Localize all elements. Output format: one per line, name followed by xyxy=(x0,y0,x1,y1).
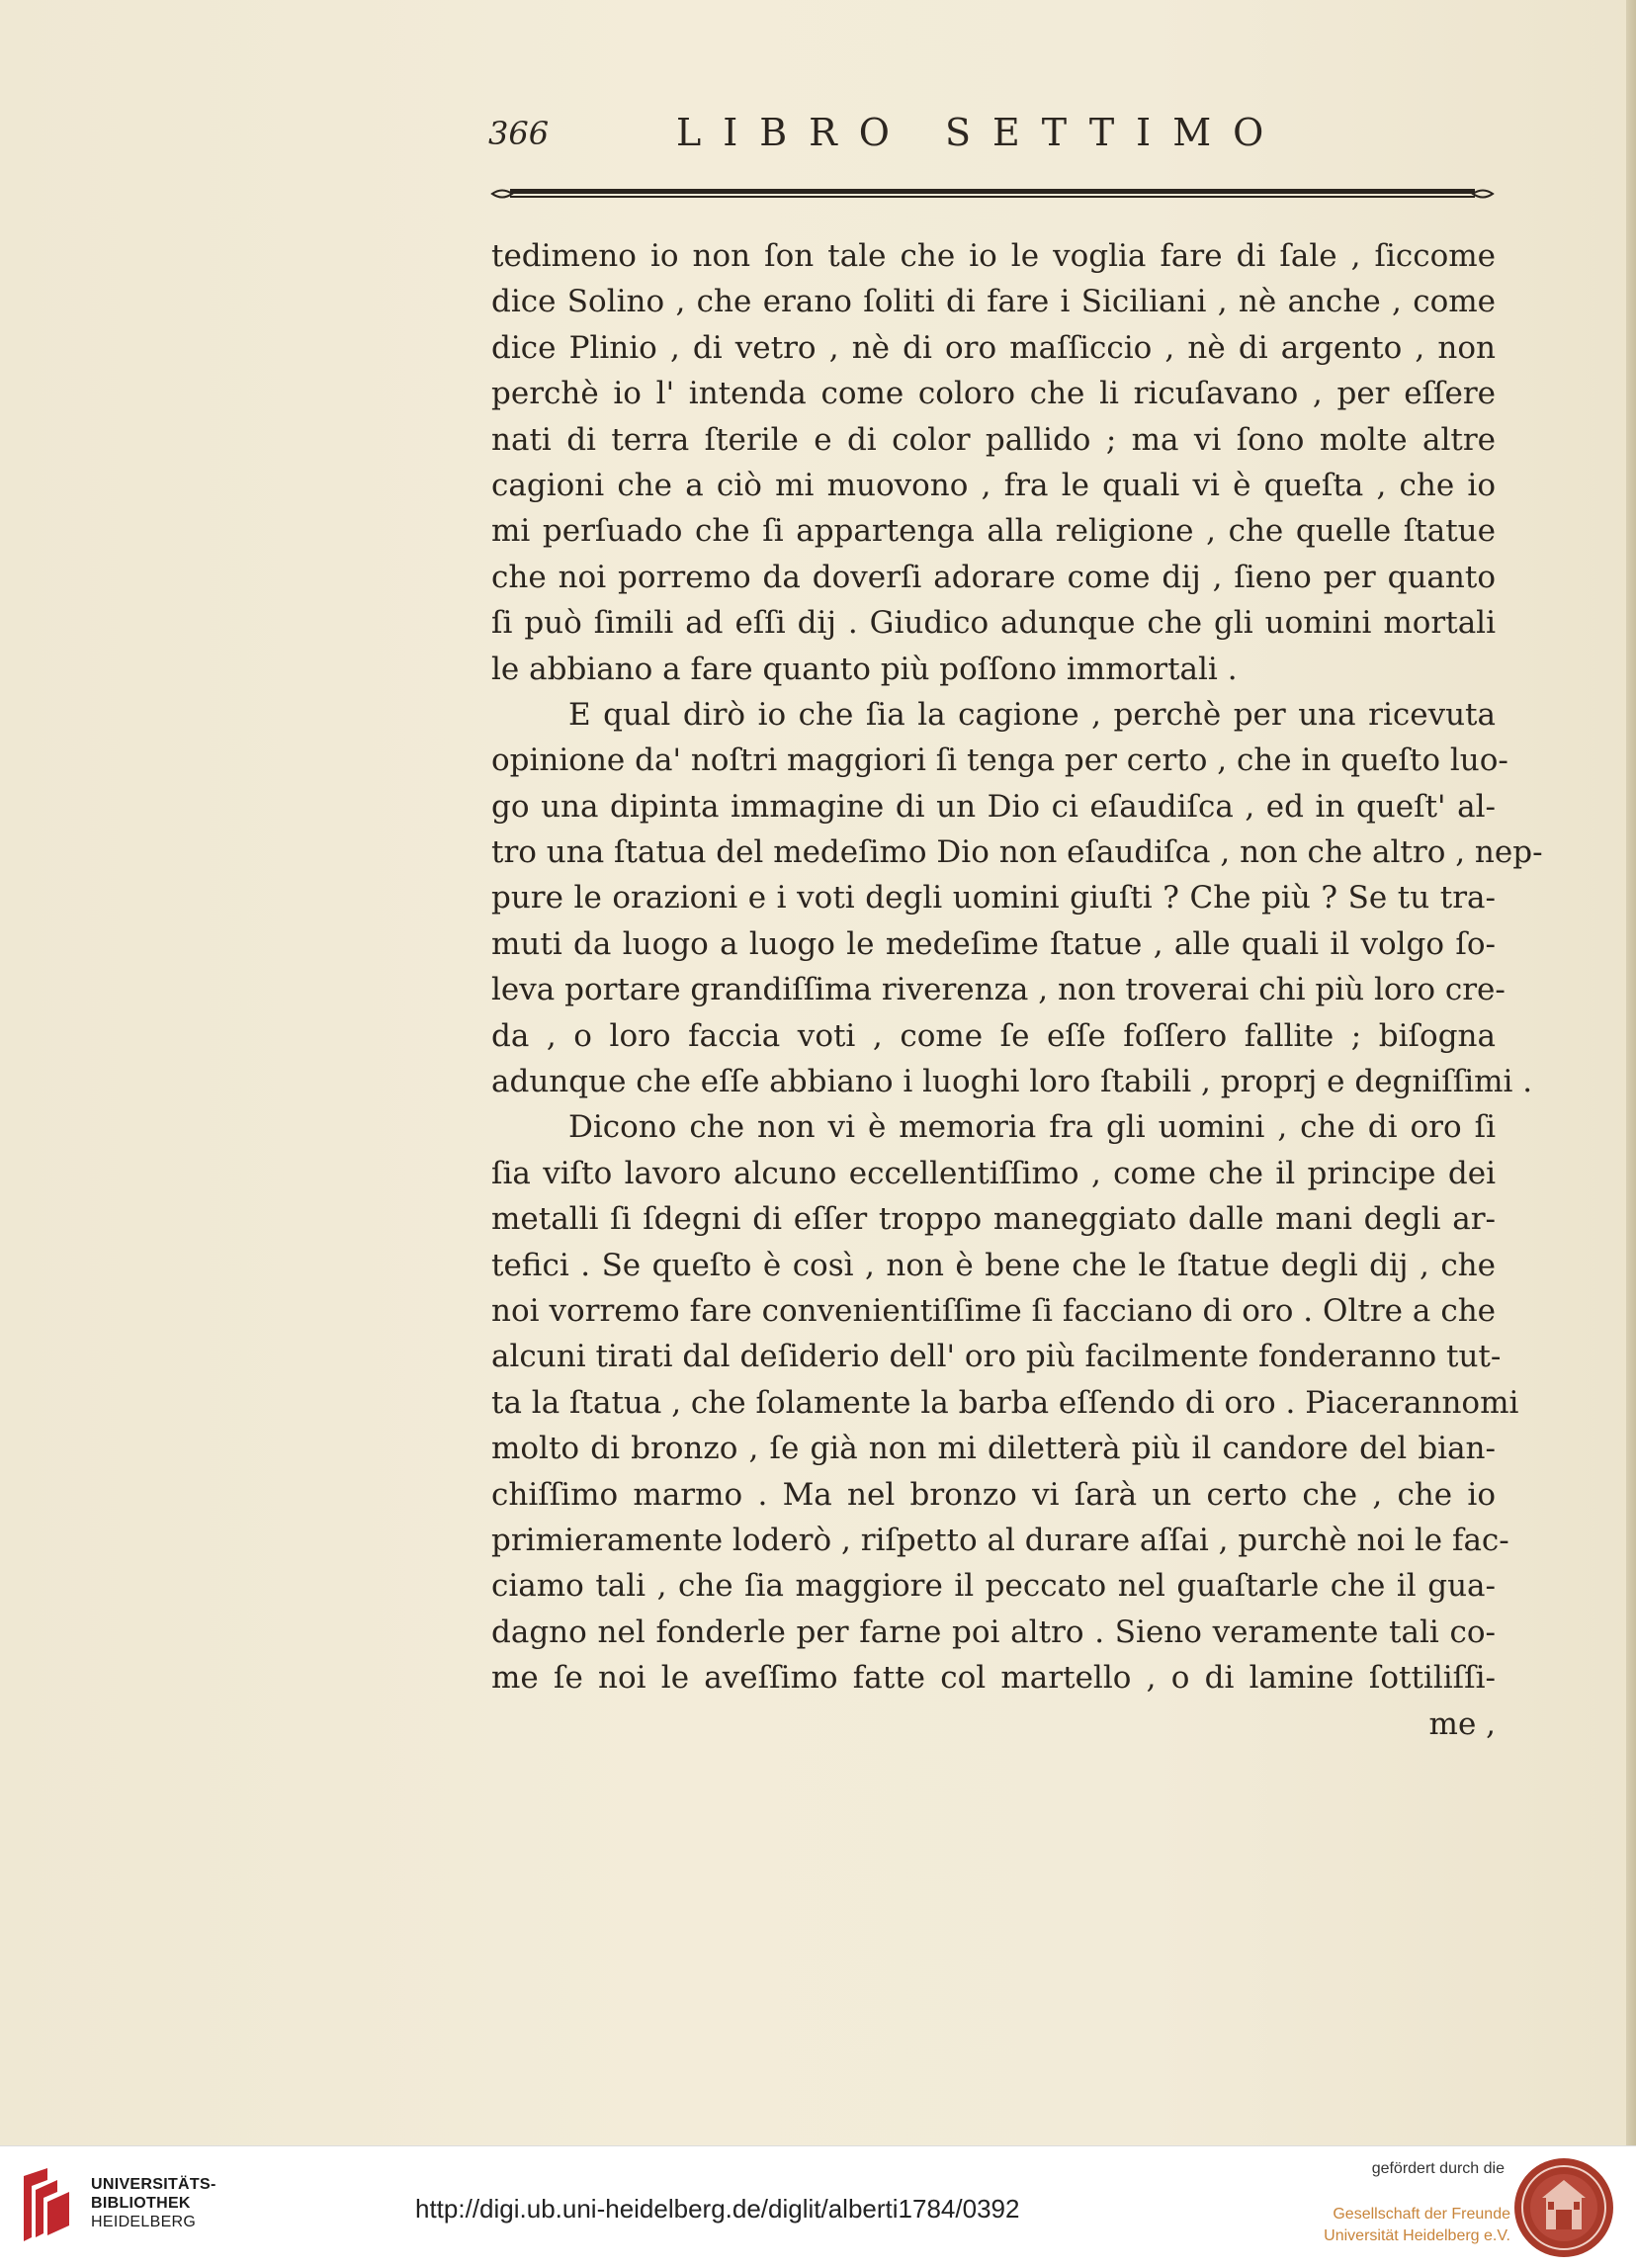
page-edge xyxy=(1626,0,1636,2145)
text-line: E qual dirò io che ſia la cagione , perchè per una ricevuta xyxy=(568,696,1496,733)
text-line: ta la ſtatua , che ſolamente la barba eſſendo di oro . Piacerannomi xyxy=(491,1384,1519,1421)
catchword: me , xyxy=(1428,1705,1496,1742)
text-line: muti da luogo a luogo le medeſime ſtatue , alle quali il volgo ſo- xyxy=(491,925,1496,962)
header-rule xyxy=(488,186,1497,202)
text-line: dice Plinio , di vetro , nè di oro maſſiccio , nè di argento , non xyxy=(491,329,1496,366)
text-line: me ſe noi le aveſſimo fatte col martello , o di lamine ſottiliſſi- xyxy=(491,1660,1496,1697)
running-title: LIBRO SETTIMO xyxy=(676,111,1286,154)
text-line: go una dipinta immagine di un Dio ci eſaudiſca , ed in queſt' al- xyxy=(491,788,1496,825)
text-line: dagno nel fonderle per farne poi altro . Sieno veramente tali co- xyxy=(491,1614,1496,1650)
text-line: perchè io l' intenda come coloro che li ricuſavano , per eſſere xyxy=(491,376,1496,412)
text-line: da , o loro faccia voti , come ſe eſſe foſſero fallite ; biſogna xyxy=(491,1017,1496,1054)
library-logo-icon xyxy=(18,2168,79,2247)
text-line: primieramente loderò , riſpetto al durare aſſai , purchè noi le fac- xyxy=(491,1522,1509,1558)
body-text xyxy=(491,233,1543,1747)
library-name: UNIVERSITÄTS- BIBLIOTHEK HEIDELBERG xyxy=(91,2176,216,2230)
text-line: tedimeno io non ſon tale che io le voglia fare di ſale , ſiccome xyxy=(491,238,1496,274)
page-header xyxy=(488,111,1497,160)
text-line: noi vorremo fare convenientiſſime ſi facciano di oro . Oltre a che xyxy=(491,1292,1496,1329)
text-line: metalli ſi ſdegni di eſſer troppo maneggiato dalle mani degli ar- xyxy=(491,1201,1496,1238)
text-line: Dicono che non vi è memoria fra gli uomini , che di oro ſi xyxy=(568,1109,1496,1146)
text-line: cagioni che a ciò mi muovono , fra le quali vi è queſta , che io xyxy=(491,467,1496,503)
text-line: alcuni tirati dal deſiderio dell' oro più facilmente fonderanno tut- xyxy=(491,1339,1502,1375)
viewer-footer xyxy=(0,2145,1636,2268)
text-line: pure le orazioni e i voti degli uomini giuſti ? Che più ? Se tu tra- xyxy=(491,880,1496,916)
permalink-url[interactable]: http://digi.ub.uni-heidelberg.de/diglit/alberti1784/0392 xyxy=(415,2194,1020,2224)
text-line: tefici . Se queſto è così , non è bene che le ſtatue degli dij , che xyxy=(491,1247,1496,1283)
text-line: tro una ſtatua del medeſimo Dio non eſaudiſca , non che altro , nep- xyxy=(491,834,1543,871)
text-line: ciamo tali , che ſia maggiore il peccato nel guaſtarle che il gua- xyxy=(491,1568,1496,1605)
university-seal-icon xyxy=(1512,2156,1615,2259)
text-line: ſi può ſimili ad eſſi dij . Giudico adunque che gli uomini mortali xyxy=(491,605,1496,642)
text-line: mi perſuado che ſi appartenga alla religione , che quelle ſtatue xyxy=(491,513,1496,550)
text-line: adunque che eſſe abbiano i luoghi loro ſtabili , proprj e degniſſimi . xyxy=(491,1064,1533,1100)
text-line: le abbiano a fare quanto più poſſono immortali . xyxy=(491,651,1238,687)
sponsor-prefix: gefördert durch die xyxy=(1371,2160,1505,2177)
text-line: che noi porremo da doverſi adorare come dij , ſieno per quanto xyxy=(491,559,1496,595)
text-line: chiſſimo marmo . Ma nel bronzo vi ſarà un certo che , che io xyxy=(491,1476,1496,1513)
text-line: nati di terra ſterile e di color pallido ; ma vi ſono molte altre xyxy=(491,421,1496,458)
text-line: opinione da' noſtri maggiori ſi tenga per certo , che in queſto luo- xyxy=(491,742,1508,779)
sponsor-credit xyxy=(1263,2160,1510,2247)
sponsor-org-line: Gesellschaft der Freunde xyxy=(1333,2206,1510,2223)
sponsor-org-line: Universität Heidelberg e.V. xyxy=(1324,2227,1510,2244)
text-line: dice Solino , che erano ſoliti di fare i Siciliani , nè anche , come xyxy=(491,284,1496,320)
text-line: ſia viſto lavoro alcuno eccellentiſſimo , come che il principe dei xyxy=(491,1155,1496,1191)
text-line: leva portare grandiſſima riverenza , non troverai chi più loro cre- xyxy=(491,972,1506,1008)
text-line: molto di bronzo , ſe già non mi diletterà più il candore del bian- xyxy=(491,1431,1496,1467)
page-number: 366 xyxy=(488,115,550,152)
